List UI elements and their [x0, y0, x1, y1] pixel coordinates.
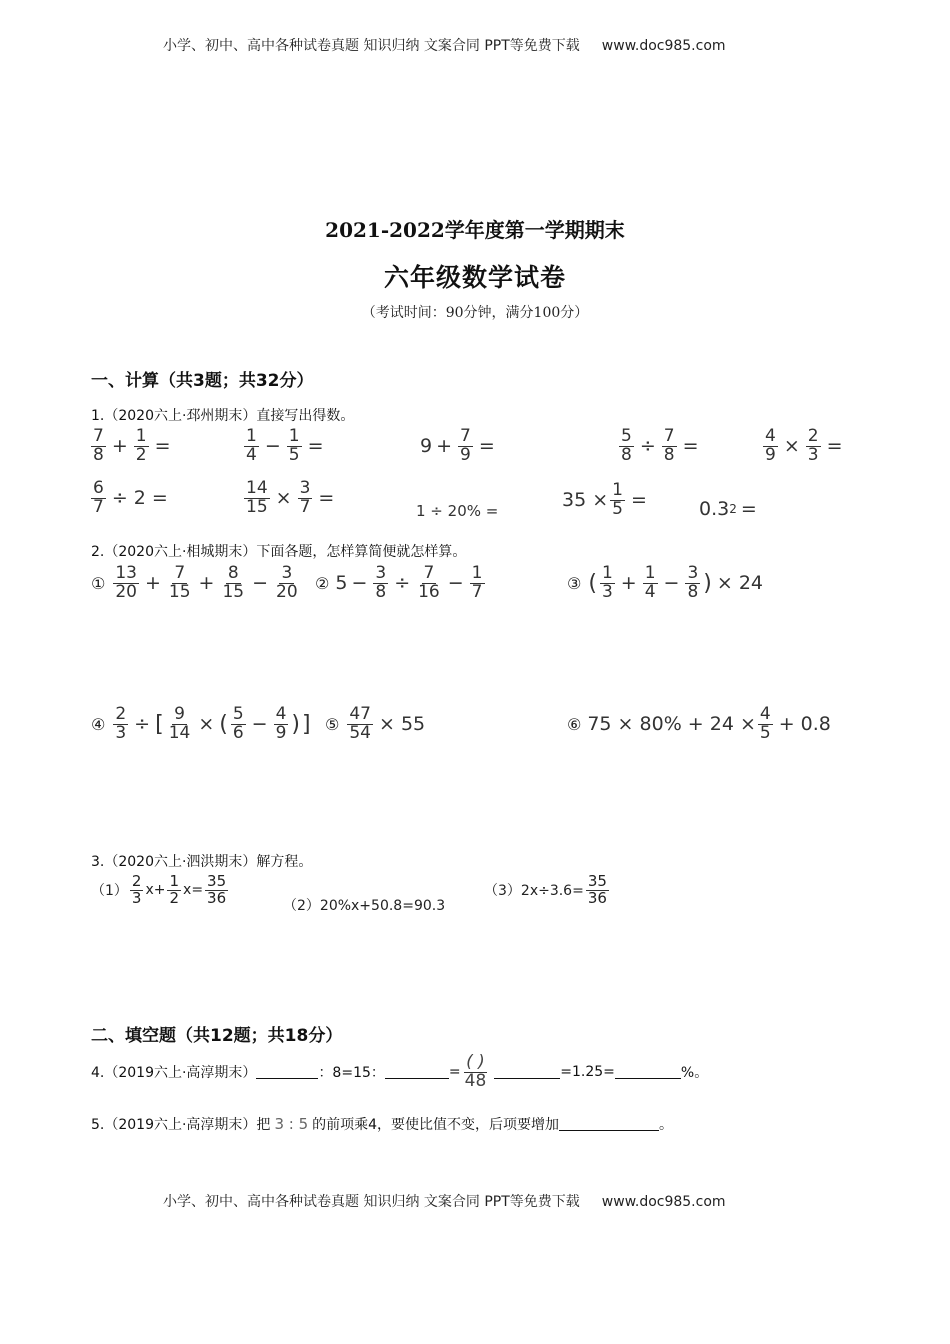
header-url[interactable]: www.doc985.com	[601, 38, 726, 54]
footer-text: 小学、初中、高中各种试卷真题 知识归纳 文案合同 PPT等免费下载	[163, 1194, 580, 1210]
q2-item-2: ② 5 − $\frac{3}{8}$ ÷ $\frac{7}{16}$ − $\frac{1}{7}$	[315, 563, 483, 602]
page-footer	[163, 1191, 726, 1211]
q4-blank-3[interactable]	[494, 1066, 560, 1079]
q5-blank[interactable]	[559, 1118, 659, 1131]
q3-equation-3: （3）2x÷3.6= $\frac{35}{36}$	[484, 872, 607, 907]
q4-fraction: ( ) 48	[464, 1052, 487, 1091]
q1-problem-7: $\frac{14}{15}$ × $\frac{3}{7}$ =	[246, 478, 335, 517]
q4-blank-4[interactable]	[615, 1066, 681, 1079]
header-text: 小学、初中、高中各种试卷真题 知识归纳 文案合同 PPT等免费下载	[163, 38, 580, 54]
footer-url[interactable]: www.doc985.com	[601, 1194, 726, 1210]
q1-problem-10: 0.3 2 =	[699, 498, 757, 520]
q2-stem: 2.（2020六上·相城期末）下面各题，怎样算简便就怎样算。	[91, 544, 467, 560]
q1-problem-4: $\frac{5}{8}$ ÷ $\frac{7}{8}$ =	[621, 426, 699, 465]
exam-info: （考试时间：90分钟，满分100分）	[361, 305, 589, 321]
q3-equation-2: （2）20%x+50.8=90.3	[283, 898, 446, 914]
q2-item-6: ⑥ 75 × 80% + 24 × $\frac{4}{5}$ + 0.8	[567, 704, 831, 743]
q1-problem-8: 1 ÷ 20% =	[416, 502, 499, 520]
q1-problem-1: 7 8 + $\frac{1}{2}$ =	[93, 426, 171, 465]
q2-item-4: ④ $\frac{2}{3}$ ÷ [ $\frac{9}{14}$ × ( 5 6 − $\frac{4}{9}$ ) ]	[91, 704, 311, 743]
q3-equation-1: （1） 2 3 x+ $\frac{1}{2}$ x= $\frac{35}{36}$	[91, 872, 227, 907]
exam-year-title: 2021-2022学年度第一学期期末	[325, 218, 625, 242]
q2-item-1: ① 13 20 + $\frac{7}{15}$ + $\frac{8}{15}$ − $\frac{3}{20}$	[91, 563, 298, 602]
q4-prefix: 4.（2019六上·高淳期末）	[91, 1065, 257, 1082]
q1-stem: 1.（2020六上·邳州期末）直接写出得数。	[91, 408, 355, 424]
q5-line: 5.（2019六上·高淳期末）把 3 : 5 的前项乘4，要使比值不变，后项要增加 。	[91, 1115, 674, 1133]
q4-line: 4.（2019六上·高淳期末） ：8=15： = ( ) 48 =1.25= %。	[91, 1052, 709, 1091]
exam-title: 六年级数学试卷	[383, 263, 566, 292]
q1-problem-9: 35 × $\frac{1}{5}$ =	[562, 480, 647, 519]
q4-blank-2[interactable]	[385, 1066, 449, 1079]
q5-ratio: 3 : 5	[274, 1115, 309, 1133]
fraction: 7 8	[93, 426, 104, 465]
q2-item-3: ③ ( 1 3 + $\frac{1}{4}$ − $\frac{3}{8}$ ) × 24	[567, 563, 763, 602]
section-2-heading: 二、填空题（共12题；共18分）	[91, 1026, 343, 1046]
q4-blank-1[interactable]	[256, 1066, 318, 1079]
fraction: $\frac{1}{2}$	[135, 426, 147, 465]
q2-item-5: ⑤ $\frac{47}{54}$ × 55	[325, 704, 426, 743]
section-1-heading: 一、计算（共3题；共32分）	[91, 371, 314, 391]
q3-stem: 3.（2020六上·泗洪期末）解方程。	[91, 854, 313, 870]
page-header	[163, 35, 726, 55]
q1-problem-3: 9 + $\frac{7}{9}$ =	[420, 426, 495, 465]
q1-problem-5: $\frac{4}{9}$ × $\frac{2}{3}$ =	[765, 426, 843, 465]
q1-problem-2: 1 4 − $\frac{1}{5}$ =	[246, 426, 324, 465]
q1-problem-6: $\frac{6}{7}$ ÷ 2 =	[93, 478, 168, 517]
